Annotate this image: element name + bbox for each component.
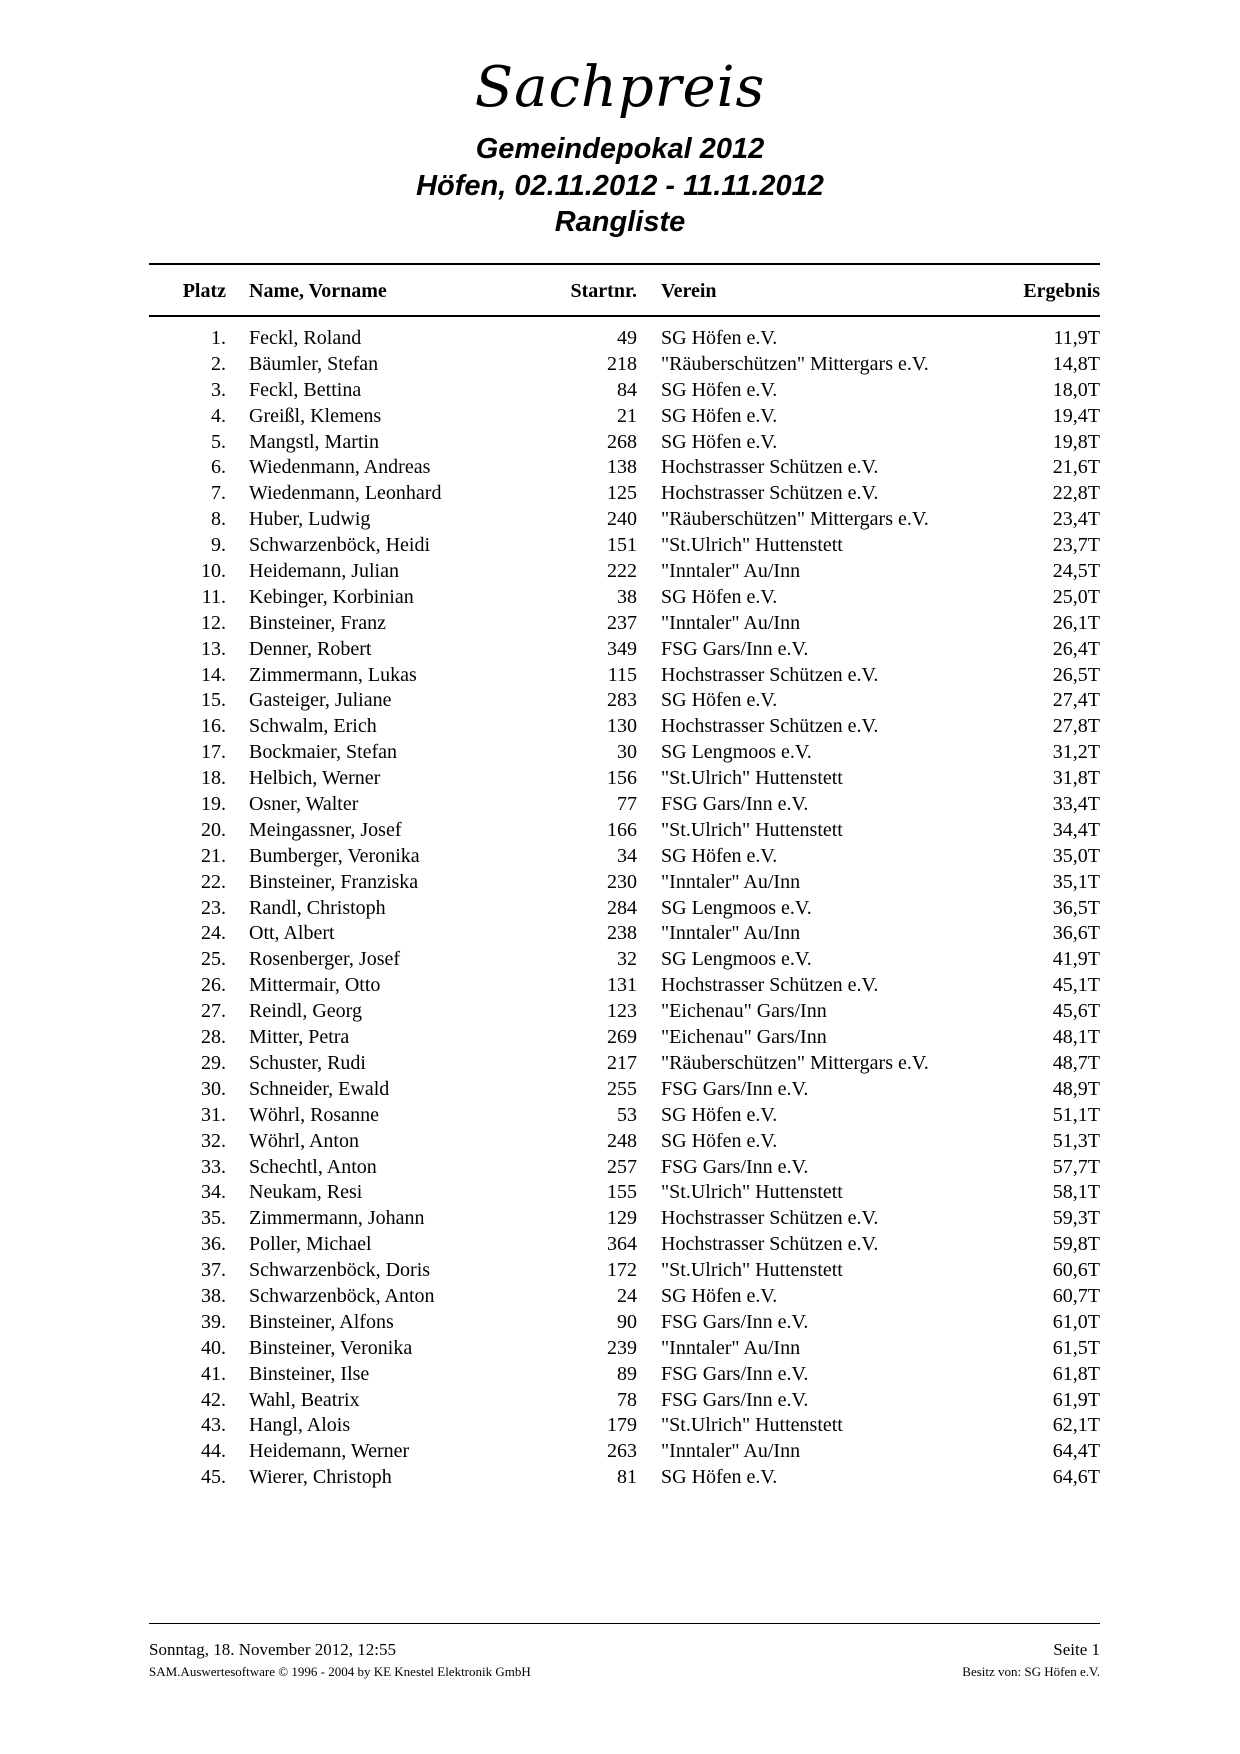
table-row (0, 1205, 1240, 1231)
column-header-verein: Verein (661, 280, 717, 302)
table-row (0, 1231, 1240, 1257)
table-row (0, 480, 1240, 506)
ranking-table (0, 325, 1240, 1490)
startnr-cell: 166 (607, 818, 637, 841)
rank-cell: 45. (201, 1466, 226, 1489)
name-cell: Zimmermann, Johann (249, 1207, 425, 1230)
result-cell: 26,1T (1052, 611, 1100, 634)
table-row (0, 713, 1240, 739)
startnr-cell: 130 (607, 715, 637, 738)
table-row (0, 1464, 1240, 1490)
startnr-cell: 217 (607, 1051, 637, 1074)
result-cell: 21,6T (1052, 456, 1100, 479)
rank-cell: 37. (201, 1259, 226, 1282)
table-row (0, 325, 1240, 351)
rank-cell: 29. (201, 1051, 226, 1074)
club-cell: "Inntaler" Au/Inn (661, 922, 801, 945)
table-row (0, 1361, 1240, 1387)
header-bottom-rule (149, 315, 1100, 317)
club-cell: Hochstrasser Schützen e.V. (661, 482, 879, 505)
column-header-startnr: Startnr. (570, 280, 637, 302)
rank-cell: 3. (211, 378, 226, 401)
page-title: Sachpreis (474, 55, 766, 120)
name-cell: Meingassner, Josef (249, 818, 402, 841)
result-cell: 57,7T (1052, 1155, 1100, 1178)
name-cell: Schwarzenböck, Heidi (249, 534, 431, 557)
result-cell: 11,9T (1053, 327, 1100, 349)
name-cell: Binsteiner, Franziska (249, 870, 419, 893)
startnr-cell: 32 (617, 948, 637, 971)
startnr-cell: 49 (617, 327, 637, 349)
name-cell: Schuster, Rudi (249, 1051, 366, 1074)
name-cell: Heidemann, Werner (249, 1440, 410, 1463)
name-cell: Schwarzenböck, Doris (249, 1259, 431, 1282)
name-cell: Schechtl, Anton (249, 1155, 377, 1178)
rank-cell: 20. (201, 818, 226, 841)
result-cell: 33,4T (1052, 793, 1100, 816)
startnr-cell: 24 (617, 1284, 637, 1307)
name-cell: Binsteiner, Alfons (249, 1310, 394, 1333)
club-cell: "Inntaler" Au/Inn (661, 870, 801, 893)
name-cell: Binsteiner, Veronika (249, 1336, 413, 1359)
name-cell: Denner, Robert (249, 637, 372, 660)
result-cell: 62,1T (1052, 1414, 1100, 1437)
table-row (0, 1412, 1240, 1438)
table-row (0, 351, 1240, 377)
name-cell: Mangstl, Martin (249, 430, 379, 453)
rank-cell: 44. (201, 1440, 226, 1463)
table-row (0, 869, 1240, 895)
table-row (0, 1024, 1240, 1050)
table-row (0, 817, 1240, 843)
result-cell: 14,8T (1052, 352, 1100, 375)
table-row (0, 532, 1240, 558)
result-cell: 22,8T (1052, 482, 1100, 505)
club-cell: "Räuberschützen" Mittergars e.V. (661, 352, 929, 375)
startnr-cell: 283 (607, 689, 637, 712)
rank-cell: 6. (211, 456, 226, 479)
location-date: Höfen, 02.11.2012 - 11.11.2012 (416, 170, 824, 202)
result-cell: 64,6T (1052, 1466, 1100, 1489)
result-cell: 61,9T (1052, 1388, 1100, 1411)
result-cell: 36,6T (1052, 922, 1100, 945)
column-header-ergebnis: Ergebnis (1023, 280, 1100, 302)
name-cell: Neukam, Resi (249, 1181, 363, 1204)
startnr-cell: 90 (617, 1310, 637, 1333)
startnr-cell: 257 (607, 1155, 637, 1178)
table-row (0, 1283, 1240, 1309)
result-cell: 51,1T (1052, 1103, 1100, 1126)
result-cell: 45,6T (1052, 1000, 1100, 1023)
name-cell: Mittermair, Otto (249, 974, 381, 997)
startnr-cell: 84 (617, 378, 637, 401)
club-cell: "Inntaler" Au/Inn (661, 1336, 801, 1359)
result-cell: 61,8T (1052, 1362, 1100, 1385)
table-row (0, 765, 1240, 791)
name-cell: Binsteiner, Ilse (249, 1362, 370, 1385)
name-cell: Helbich, Werner (249, 767, 381, 790)
startnr-cell: 81 (617, 1466, 637, 1489)
startnr-cell: 349 (607, 637, 637, 660)
name-cell: Greißl, Klemens (249, 404, 382, 427)
competition-title: Gemeindepokal 2012 (475, 133, 765, 165)
startnr-cell: 156 (607, 767, 637, 790)
name-cell: Zimmermann, Lukas (249, 663, 417, 686)
result-cell: 59,3T (1052, 1207, 1100, 1230)
name-cell: Heidemann, Julian (249, 560, 399, 583)
result-cell: 31,8T (1052, 767, 1100, 790)
club-cell: SG Höfen e.V. (661, 1103, 778, 1126)
club-cell: SG Höfen e.V. (661, 1466, 778, 1489)
result-cell: 48,9T (1052, 1077, 1100, 1100)
club-cell: "St.Ulrich" Huttenstett (661, 1414, 843, 1437)
club-cell: "St.Ulrich" Huttenstett (661, 1181, 843, 1204)
result-cell: 35,0T (1052, 844, 1100, 867)
club-cell: FSG Gars/Inn e.V. (661, 1077, 809, 1100)
list-title: Rangliste (554, 206, 686, 238)
table-row (0, 377, 1240, 403)
result-cell: 27,4T (1052, 689, 1100, 712)
table-row (0, 429, 1240, 455)
rank-cell: 14. (201, 663, 226, 686)
startnr-cell: 218 (607, 352, 637, 375)
club-cell: FSG Gars/Inn e.V. (661, 793, 809, 816)
rank-cell: 10. (201, 560, 226, 583)
startnr-cell: 239 (607, 1336, 637, 1359)
rank-cell: 34. (201, 1181, 226, 1204)
startnr-cell: 34 (617, 844, 637, 867)
table-header (0, 278, 1240, 304)
startnr-cell: 268 (607, 430, 637, 453)
table-row (0, 1179, 1240, 1205)
result-cell: 26,5T (1052, 663, 1100, 686)
name-cell: Rosenberger, Josef (249, 948, 401, 971)
rank-cell: 15. (201, 689, 226, 712)
club-cell: FSG Gars/Inn e.V. (661, 1310, 809, 1333)
startnr-cell: 53 (617, 1103, 637, 1126)
club-cell: Hochstrasser Schützen e.V. (661, 974, 879, 997)
result-cell: 48,1T (1052, 1026, 1100, 1049)
rank-cell: 5. (211, 430, 226, 453)
rank-cell: 7. (211, 482, 226, 505)
table-row (0, 920, 1240, 946)
club-cell: SG Höfen e.V. (661, 844, 778, 867)
club-cell: SG Höfen e.V. (661, 327, 778, 349)
result-cell: 61,5T (1052, 1336, 1100, 1359)
club-cell: "Eichenau" Gars/Inn (661, 1000, 827, 1023)
rank-cell: 23. (201, 896, 226, 919)
result-cell: 51,3T (1052, 1129, 1100, 1152)
table-row (0, 946, 1240, 972)
club-cell: FSG Gars/Inn e.V. (661, 1388, 809, 1411)
page-number: Seite 1 (1053, 1640, 1100, 1659)
table-row (0, 998, 1240, 1024)
startnr-cell: 21 (617, 404, 637, 427)
owner-note: Besitz von: SG Höfen e.V. (962, 1664, 1100, 1679)
name-cell: Ott, Albert (249, 922, 335, 945)
name-cell: Osner, Walter (249, 793, 359, 816)
club-cell: SG Höfen e.V. (661, 404, 778, 427)
startnr-cell: 284 (607, 896, 637, 919)
table-row (0, 791, 1240, 817)
startnr-cell: 255 (607, 1077, 637, 1100)
club-cell: SG Höfen e.V. (661, 1129, 778, 1152)
result-cell: 60,6T (1052, 1259, 1100, 1282)
startnr-cell: 129 (607, 1207, 637, 1230)
result-cell: 19,4T (1052, 404, 1100, 427)
club-cell: Hochstrasser Schützen e.V. (661, 1233, 879, 1256)
name-cell: Feckl, Bettina (249, 378, 362, 401)
club-cell: FSG Gars/Inn e.V. (661, 1155, 809, 1178)
table-row (0, 636, 1240, 662)
rank-cell: 21. (201, 844, 226, 867)
rank-cell: 30. (201, 1077, 226, 1100)
table-row (0, 687, 1240, 713)
rank-cell: 31. (201, 1103, 226, 1126)
name-cell: Randl, Christoph (249, 896, 386, 919)
rank-cell: 24. (201, 922, 226, 945)
result-cell: 34,4T (1052, 818, 1100, 841)
rank-cell: 2. (211, 352, 226, 375)
club-cell: "St.Ulrich" Huttenstett (661, 767, 843, 790)
result-cell: 24,5T (1052, 560, 1100, 583)
table-row (0, 558, 1240, 584)
club-cell: Hochstrasser Schützen e.V. (661, 663, 879, 686)
rank-cell: 27. (201, 1000, 226, 1023)
rank-cell: 22. (201, 870, 226, 893)
result-cell: 23,7T (1052, 534, 1100, 557)
rank-cell: 36. (201, 1233, 226, 1256)
result-cell: 48,7T (1052, 1051, 1100, 1074)
startnr-cell: 364 (607, 1233, 637, 1256)
print-date: Sonntag, 18. November 2012, 12:55 (149, 1640, 396, 1659)
startnr-cell: 78 (617, 1388, 637, 1411)
startnr-cell: 30 (617, 741, 637, 764)
result-cell: 58,1T (1052, 1181, 1100, 1204)
name-cell: Poller, Michael (249, 1233, 372, 1256)
table-row (0, 739, 1240, 765)
name-cell: Schneider, Ewald (249, 1077, 390, 1100)
startnr-cell: 238 (607, 922, 637, 945)
club-cell: "St.Ulrich" Huttenstett (661, 534, 843, 557)
table-row (0, 584, 1240, 610)
startnr-cell: 230 (607, 870, 637, 893)
table-row (0, 610, 1240, 636)
name-cell: Hangl, Alois (249, 1414, 351, 1437)
table-row (0, 843, 1240, 869)
column-header-platz: Platz (182, 280, 226, 302)
rank-cell: 8. (211, 508, 226, 531)
rank-cell: 1. (211, 327, 226, 349)
startnr-cell: 248 (607, 1129, 637, 1152)
club-cell: "Räuberschützen" Mittergars e.V. (661, 1051, 929, 1074)
rank-cell: 16. (201, 715, 226, 738)
name-cell: Wahl, Beatrix (249, 1388, 360, 1411)
club-cell: "St.Ulrich" Huttenstett (661, 1259, 843, 1282)
column-header-name: Name, Vorname (249, 280, 387, 302)
result-cell: 27,8T (1052, 715, 1100, 738)
rank-cell: 13. (201, 637, 226, 660)
club-cell: "Räuberschützen" Mittergars e.V. (661, 508, 929, 531)
club-cell: "St.Ulrich" Huttenstett (661, 818, 843, 841)
startnr-cell: 38 (617, 585, 637, 608)
table-row (0, 454, 1240, 480)
rank-cell: 12. (201, 611, 226, 634)
startnr-cell: 123 (607, 1000, 637, 1023)
club-cell: SG Höfen e.V. (661, 378, 778, 401)
club-cell: "Inntaler" Au/Inn (661, 1440, 801, 1463)
club-cell: FSG Gars/Inn e.V. (661, 637, 809, 660)
rank-cell: 40. (201, 1336, 226, 1359)
startnr-cell: 179 (607, 1414, 637, 1437)
club-cell: "Inntaler" Au/Inn (661, 560, 801, 583)
table-row (0, 972, 1240, 998)
club-cell: "Inntaler" Au/Inn (661, 611, 801, 634)
name-cell: Bockmaier, Stefan (249, 741, 398, 764)
startnr-cell: 172 (607, 1259, 637, 1282)
name-cell: Binsteiner, Franz (249, 611, 386, 634)
result-cell: 59,8T (1052, 1233, 1100, 1256)
club-cell: SG Höfen e.V. (661, 585, 778, 608)
club-cell: SG Höfen e.V. (661, 689, 778, 712)
rank-cell: 33. (201, 1155, 226, 1178)
rank-cell: 39. (201, 1310, 226, 1333)
club-cell: Hochstrasser Schützen e.V. (661, 1207, 879, 1230)
header-top-rule (149, 263, 1100, 265)
club-cell: SG Lengmoos e.V. (661, 948, 812, 971)
table-row (0, 1076, 1240, 1102)
club-cell: SG Höfen e.V. (661, 430, 778, 453)
table-row (0, 662, 1240, 688)
startnr-cell: 240 (607, 508, 637, 531)
result-cell: 31,2T (1052, 741, 1100, 764)
table-row (0, 1128, 1240, 1154)
result-cell: 18,0T (1052, 378, 1100, 401)
name-cell: Wierer, Christoph (249, 1466, 392, 1489)
result-cell: 61,0T (1052, 1310, 1100, 1333)
result-cell: 19,8T (1052, 430, 1100, 453)
club-cell: FSG Gars/Inn e.V. (661, 1362, 809, 1385)
name-cell: Feckl, Roland (249, 327, 362, 349)
rank-cell: 26. (201, 974, 226, 997)
table-row (0, 1438, 1240, 1464)
rank-cell: 18. (201, 767, 226, 790)
table-row (0, 1154, 1240, 1180)
rank-cell: 19. (201, 793, 226, 816)
name-cell: Bumberger, Veronika (249, 844, 420, 867)
result-cell: 35,1T (1052, 870, 1100, 893)
rank-cell: 28. (201, 1026, 226, 1049)
table-row (0, 1257, 1240, 1283)
startnr-cell: 151 (607, 534, 637, 557)
name-cell: Bäumler, Stefan (249, 352, 379, 375)
name-cell: Wiedenmann, Andreas (249, 456, 431, 479)
rank-cell: 4. (211, 404, 226, 427)
result-cell: 25,0T (1052, 585, 1100, 608)
rank-cell: 41. (201, 1362, 226, 1385)
name-cell: Wöhrl, Anton (249, 1129, 359, 1152)
club-cell: SG Lengmoos e.V. (661, 896, 812, 919)
startnr-cell: 77 (617, 793, 637, 816)
table-row (0, 1050, 1240, 1076)
rank-cell: 43. (201, 1414, 226, 1437)
startnr-cell: 115 (607, 663, 637, 686)
name-cell: Huber, Ludwig (249, 508, 371, 531)
result-cell: 41,9T (1052, 948, 1100, 971)
startnr-cell: 263 (607, 1440, 637, 1463)
name-cell: Schwarzenböck, Anton (249, 1284, 435, 1307)
startnr-cell: 269 (607, 1026, 637, 1049)
club-cell: Hochstrasser Schützen e.V. (661, 456, 879, 479)
rank-cell: 9. (211, 534, 226, 557)
result-cell: 26,4T (1052, 637, 1100, 660)
club-cell: "Eichenau" Gars/Inn (661, 1026, 827, 1049)
name-cell: Wiedenmann, Leonhard (249, 482, 442, 505)
rank-cell: 11. (201, 585, 226, 608)
name-cell: Mitter, Petra (249, 1026, 350, 1049)
rank-cell: 35. (201, 1207, 226, 1230)
name-cell: Kebinger, Korbinian (249, 585, 414, 608)
club-cell: SG Lengmoos e.V. (661, 741, 812, 764)
startnr-cell: 131 (607, 974, 637, 997)
rank-cell: 25. (201, 948, 226, 971)
software-credit: SAM.Auswertesoftware © 1996 - 2004 by KE Knestel Elektronik GmbH (149, 1664, 531, 1679)
rank-cell: 38. (201, 1284, 226, 1307)
startnr-cell: 138 (607, 456, 637, 479)
startnr-cell: 155 (607, 1181, 637, 1204)
table-row (0, 1102, 1240, 1128)
name-cell: Reindl, Georg (249, 1000, 362, 1023)
table-row (0, 403, 1240, 429)
name-cell: Schwalm, Erich (249, 715, 377, 738)
result-cell: 64,4T (1052, 1440, 1100, 1463)
result-cell: 60,7T (1052, 1284, 1100, 1307)
footer-rule (149, 1623, 1100, 1624)
startnr-cell: 125 (607, 482, 637, 505)
name-cell: Wöhrl, Rosanne (249, 1103, 379, 1126)
name-cell: Gasteiger, Juliane (249, 689, 392, 712)
club-cell: Hochstrasser Schützen e.V. (661, 715, 879, 738)
result-cell: 45,1T (1052, 974, 1100, 997)
rank-cell: 42. (201, 1388, 226, 1411)
startnr-cell: 89 (617, 1362, 637, 1385)
rank-cell: 17. (201, 741, 226, 764)
table-row (0, 895, 1240, 921)
table-row (0, 1335, 1240, 1361)
startnr-cell: 222 (607, 560, 637, 583)
rank-cell: 32. (201, 1129, 226, 1152)
table-row (0, 1309, 1240, 1335)
table-row (0, 506, 1240, 532)
table-row (0, 1387, 1240, 1413)
result-cell: 23,4T (1052, 508, 1100, 531)
startnr-cell: 237 (607, 611, 637, 634)
club-cell: SG Höfen e.V. (661, 1284, 778, 1307)
result-cell: 36,5T (1052, 896, 1100, 919)
